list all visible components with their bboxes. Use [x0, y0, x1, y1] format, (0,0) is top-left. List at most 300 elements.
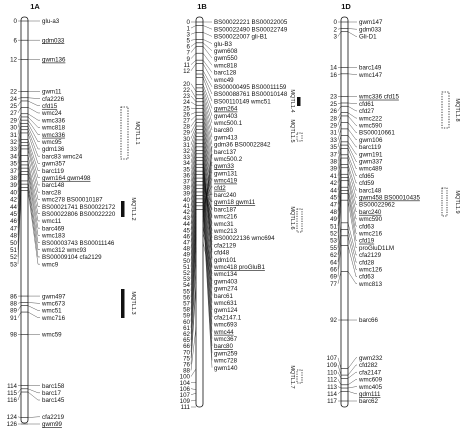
svg-text:MQTL1.9: MQTL1.9 [454, 190, 460, 214]
scale-cm-label: 41 [183, 202, 190, 210]
cm-connector [338, 135, 341, 147]
locus-cm-label: 114 [7, 382, 17, 390]
cm-connector [18, 114, 21, 120]
marker-label: gwm232 [359, 355, 383, 362]
cm-connector [18, 306, 21, 311]
cm-connector [338, 28, 341, 29]
scale-connector [191, 46, 196, 52]
marker-label: wmc312 wmc93 [42, 246, 87, 254]
marker-label: barc240 [214, 192, 237, 199]
scale-cm-label: 47 [183, 239, 190, 247]
marker-label: wmc95 [42, 138, 62, 146]
scale-cm-label: 65 [183, 337, 190, 345]
marker-label: wmc813 [359, 280, 383, 288]
marker-label: wmc336 [42, 117, 66, 125]
locus-cm-label: 39 [330, 165, 337, 173]
marker-label: cfd48 [214, 249, 230, 257]
marker-label: gwm136 [42, 56, 66, 64]
marker-label: gdm033 [359, 26, 382, 34]
locus-connector [348, 379, 357, 384]
cm-connector [338, 387, 341, 388]
svg-text:MQTL1.6: MQTL1.6 [289, 206, 295, 230]
locus-cm-label: 3 [333, 33, 337, 41]
locus-connector [28, 191, 40, 265]
marker-label: cfa2226 [42, 95, 65, 103]
locus-cm-label: 69 [330, 273, 337, 281]
scale-cm-label: 24 [183, 99, 190, 107]
scale-cm-label: 30 [183, 135, 190, 143]
locus-connector [28, 123, 40, 141]
locus-cm-label: 89 [10, 307, 17, 315]
marker-label: cfa2129 [214, 242, 237, 250]
scale-cm-label: 52 [183, 270, 190, 277]
svg-text:MQTL1.3: MQTL1.3 [130, 291, 136, 315]
locus-connector [28, 133, 40, 163]
marker-label: gwm140 [214, 364, 238, 372]
marker-label: barc187 [214, 206, 237, 214]
scale-connector [191, 369, 196, 377]
locus-cm-label: 0 [333, 19, 337, 27]
scale-cm-label: 42 [183, 209, 190, 216]
marker-label: gdm111 [359, 391, 381, 398]
qtl-mqtl1-5 [289, 119, 302, 142]
locus-cm-label: 26 [330, 108, 337, 116]
locus-cm-label: 32 [10, 138, 17, 146]
locus-cm-label: 52 [10, 254, 17, 262]
locus-connector [28, 107, 40, 113]
marker-label: cfa2219 [42, 414, 65, 421]
marker-label: cfd63 [359, 273, 375, 281]
scale-cm-label: 50 [183, 257, 190, 265]
marker-label: BS00003743 BS00011146 [42, 239, 115, 247]
scale-cm-label: 39 [183, 190, 190, 198]
svg-text:MQTL1.8: MQTL1.8 [454, 98, 460, 122]
locus-cm-label: 6 [13, 37, 17, 45]
marker-label: glu-B3 [214, 40, 232, 48]
marker-label: wmc216 [359, 230, 383, 238]
locus-connector [28, 392, 40, 400]
scale-connector [191, 102, 196, 105]
scale-cm-label: 59 [183, 312, 190, 320]
locus-cm-label: 39 [10, 182, 17, 190]
marker-label: wmc183 [42, 232, 66, 240]
chromosome-1d-bar [341, 17, 348, 407]
marker-label: BS00022490 BS00022749 [214, 26, 288, 34]
cm-connector [338, 379, 341, 384]
locus-cm-label: 38 [330, 158, 337, 166]
marker-label: gwm550 [214, 55, 238, 63]
locus-cm-label: 110 [327, 369, 337, 377]
locus-cm-label: 35 [10, 160, 17, 168]
scale-cm-label: 29 [183, 129, 190, 137]
locus-connector [28, 98, 40, 99]
marker-label: wmc49 [214, 76, 234, 84]
cm-connector [18, 302, 21, 303]
marker-label: gwm11 [42, 88, 62, 96]
svg-text:MQTL1.7: MQTL1.7 [289, 365, 295, 389]
scale-cm-label: 34 [183, 160, 190, 168]
scale-cm-label: 56 [183, 294, 190, 302]
scale-cm-label: 7 [186, 49, 190, 57]
locus-connector [28, 187, 40, 257]
scale-cm-label: 37 [183, 178, 190, 186]
locus-cm-label: 48 [330, 208, 337, 216]
locus-connector [348, 387, 357, 388]
locus-cm-label: 37 [330, 151, 337, 159]
scale-cm-label: 5 [186, 37, 190, 45]
scale-cm-label: 26 [183, 111, 190, 119]
locus-cm-label: 42 [330, 180, 337, 188]
scale-connector [191, 108, 196, 109]
marker-label: cfd27 [359, 108, 375, 116]
marker-label: wmc609 [359, 376, 383, 384]
scale-cm-label: 62 [183, 331, 190, 338]
marker-label: gwm147 [359, 19, 383, 27]
scale-connector [191, 389, 196, 390]
marker-label: gwm608 [214, 48, 238, 55]
scale-cm-label: 54 [183, 282, 190, 290]
scale-cm-label: 70 [183, 349, 190, 357]
qtl-mqtl1-2 [121, 197, 136, 220]
marker-label: barc148 [359, 187, 382, 195]
chromosome-1b-bar [196, 17, 203, 407]
locus-cm-label: 22 [10, 88, 17, 96]
marker-label: cfd59 [359, 180, 375, 188]
marker-label: BS00022007 gli-B1 [214, 33, 268, 41]
locus-connector [203, 25, 212, 29]
cm-connector [338, 74, 341, 75]
marker-label: wmc31 [214, 220, 234, 228]
scale-cm-label: 35 [183, 166, 190, 174]
locus-cm-label: 29 [10, 117, 17, 125]
marker-label: wmc222 [359, 115, 383, 123]
scale-connector [191, 400, 196, 401]
scale-cm-label: 20 [183, 80, 190, 88]
locus-cm-label: 33 [330, 136, 337, 144]
locus-cm-label: 40 [10, 189, 17, 197]
scale-cm-label: 32 [183, 148, 190, 155]
marker-label: barc148 [42, 182, 65, 190]
marker-label: gwm264 [214, 105, 238, 113]
scale-cm-label: 40 [183, 196, 190, 204]
locus-connector [348, 103, 357, 104]
marker-label: barc137 [214, 148, 237, 156]
marker-label: barc119 [359, 144, 381, 152]
marker-label: wmc216 [214, 213, 238, 221]
marker-label: gwm131 [214, 170, 238, 178]
scale-connector [191, 25, 196, 28]
scale-connector [191, 43, 196, 47]
locus-cm-label: 42 [10, 196, 17, 204]
marker-label: barc61 [214, 292, 233, 300]
marker-label: gwm274 [214, 285, 238, 293]
marker-label: gdm136 [42, 146, 65, 154]
locus-connector [28, 101, 40, 106]
marker-label: wmc405 [359, 383, 383, 391]
marker-label: BS00022136 wmc694 [214, 235, 275, 243]
marker-label: wmc336 cfd15 [359, 93, 399, 101]
scale-connector [191, 32, 196, 34]
cm-connector [18, 389, 21, 393]
locus-connector [203, 32, 212, 36]
locus-connector [348, 181, 357, 219]
marker-label: wmc716 [42, 314, 66, 322]
chromosome-1a-title: 1A [30, 2, 40, 11]
scale-cm-label: 104 [179, 379, 190, 387]
scale-cm-label: 27 [183, 117, 190, 125]
marker-label: wmc631 [214, 300, 238, 307]
scale-cm-label: 25 [183, 105, 190, 113]
locus-cm-label: 114 [327, 391, 337, 398]
scale-connector [191, 116, 196, 121]
scale-cm-label: 33 [183, 154, 190, 162]
locus-connector [348, 165, 357, 191]
scale-cm-label: 28 [183, 123, 190, 131]
marker-label: gwm337 [359, 158, 383, 166]
locus-cm-label: 117 [327, 398, 337, 406]
marker-label: gdm101 [214, 256, 237, 264]
locus-cm-label: 50 [10, 239, 17, 247]
marker-label: proGluD1LM [359, 244, 395, 252]
marker-label: BS00000495 BS00011159 [214, 84, 287, 91]
locus-cm-label: 51 [10, 246, 17, 254]
marker-label: barc80 [214, 127, 233, 135]
marker-label: cfd282 [359, 362, 378, 370]
locus-connector [348, 106, 357, 111]
locus-connector [348, 32, 357, 37]
marker-label: wmc147 [359, 71, 383, 79]
marker-label: wmc126 [359, 266, 383, 274]
marker-label: wmc818 [42, 124, 66, 132]
locus-connector [28, 143, 40, 178]
scale-cm-label: 109 [179, 398, 190, 406]
marker-label: gwm124 [214, 307, 238, 315]
locus-cm-label: 28 [330, 115, 337, 123]
marker-label: gwm164 gwm498 [42, 174, 91, 182]
locus-connector [203, 102, 212, 145]
chromosome-1b-cm-scale [180, 19, 196, 411]
cm-connector [338, 391, 341, 394]
marker-label: barc62 [359, 398, 378, 406]
locus-cm-label: 47 [10, 225, 17, 233]
locus-connector [203, 53, 212, 65]
marker-label: BS00010661 [359, 129, 395, 137]
scale-cm-label: 49 [183, 251, 190, 259]
svg-text:MQTL1.1: MQTL1.1 [134, 121, 140, 145]
locus-connector [348, 358, 357, 369]
locus-cm-label: 45 [330, 194, 337, 202]
locus-connector [28, 389, 40, 393]
locus-cm-label: 44 [10, 203, 17, 211]
scale-cm-label: 57 [183, 300, 190, 308]
marker-label: gdm36 BS00022842 [214, 141, 271, 149]
marker-label: wmc693 [214, 321, 238, 329]
marker-label: barc28 [42, 189, 61, 197]
marker-label: wmc673 [42, 300, 66, 308]
locus-cm-label: 34 [10, 153, 17, 161]
locus-connector [348, 271, 357, 283]
locus-cm-label: 23 [330, 93, 337, 101]
marker-label: barc149 [359, 64, 382, 72]
marker-label: barc158 [42, 382, 65, 390]
locus-cm-label: 86 [10, 293, 17, 301]
cm-connector [18, 417, 21, 418]
scale-connector [191, 112, 196, 114]
marker-label: wmc818 [214, 62, 238, 70]
locus-cm-label: 107 [326, 355, 337, 362]
marker-label: cfd63 [359, 223, 375, 231]
chromosome-1b-loci [196, 19, 288, 372]
marker-label: wmc59 [42, 331, 62, 339]
qtl-mqtl1-9 [442, 188, 460, 216]
scale-connector [191, 60, 196, 65]
marker-label: gwm403 [214, 278, 238, 286]
svg-text:MQTL1.4: MQTL1.4 [289, 89, 295, 113]
scale-cm-label: 44 [183, 221, 190, 229]
marker-label: gwm259 [214, 350, 238, 358]
locus-connector [348, 391, 357, 394]
marker-label: gwm99 [42, 421, 62, 428]
marker-label: cfd65 [359, 172, 375, 180]
locus-connector [28, 306, 40, 311]
locus-cm-label: 0 [13, 18, 17, 26]
chromosome-1b-title: 1B [197, 2, 207, 11]
locus-connector [28, 114, 40, 120]
cm-connector [338, 103, 341, 104]
scale-cm-label: 22 [183, 87, 190, 94]
marker-label: cfa2129 [359, 252, 382, 260]
scale-connector [191, 64, 196, 71]
marker-label: Gli-D1 [359, 33, 377, 41]
locus-cm-label: 25 [10, 102, 17, 110]
scale-cm-label: 61 [183, 324, 190, 332]
locus-cm-label: 77 [330, 280, 337, 288]
marker-label: cfd19 [359, 237, 375, 245]
locus-cm-label: 30 [10, 124, 17, 132]
marker-label: glu-a3 [42, 18, 60, 26]
locus-connector [348, 145, 357, 161]
locus-cm-label: 66 [330, 266, 337, 274]
locus-connector [28, 139, 40, 170]
marker-label: gwm106 [359, 136, 383, 144]
marker-label: barc83 wmc24 [42, 153, 83, 161]
scale-cm-label: 11 [183, 61, 190, 69]
marker-label: wmc9 [42, 261, 59, 269]
scale-cm-label: 46 [183, 233, 190, 241]
marker-label: cfa2147.1 [214, 314, 242, 322]
locus-cm-label: 35 [330, 144, 337, 152]
scale-connector [191, 84, 196, 92]
locus-cm-label: 31 [10, 131, 17, 139]
scale-cm-label: 53 [183, 276, 190, 284]
qtl-mqtl1-8 [442, 92, 460, 128]
marker-label: wmc336 [42, 131, 66, 139]
qtl-mqtl1-7 [289, 365, 302, 388]
marker-label: barc145 [42, 397, 65, 405]
locus-cm-label: 113 [327, 383, 337, 391]
locus-cm-label: 109 [326, 362, 337, 370]
scale-cm-label: 106 [179, 385, 190, 393]
locus-connector [28, 417, 40, 418]
svg-text:MQTL1.2: MQTL1.2 [130, 197, 136, 221]
locus-cm-label: 88 [10, 300, 17, 308]
scale-cm-label: 38 [183, 184, 190, 192]
marker-label: gdm033 [42, 37, 65, 45]
marker-label: gwm413 [214, 134, 238, 142]
qtl-mqtl1-4 [289, 89, 301, 112]
scale-cm-label: 76 [183, 361, 190, 369]
marker-label: wmc44 [214, 328, 234, 336]
locus-cm-label: 45 [10, 210, 17, 218]
locus-cm-label: 16 [330, 71, 337, 79]
locus-cm-label: 48 [10, 232, 17, 240]
marker-label: wmc418 proGluB1 [214, 264, 265, 271]
locus-cm-label: 126 [6, 421, 17, 428]
locus-cm-label: 49 [330, 216, 337, 224]
qtl-mqtl1-6 [289, 206, 302, 232]
cm-connector [18, 98, 21, 99]
marker-label: cfd15 [42, 102, 58, 110]
scale-connector [191, 119, 196, 126]
marker-label: wmc367 [214, 336, 238, 343]
locus-cm-label: 53 [330, 237, 337, 245]
locus-connector [348, 135, 357, 147]
scale-cm-label: 66 [183, 343, 190, 351]
qtl-mqtl1-1 [121, 107, 140, 159]
scale-cm-label: 36 [183, 172, 190, 180]
marker-label: wmc213 [214, 228, 238, 235]
marker-label: BS00110149 wmc51 [214, 98, 271, 106]
locus-connector [28, 117, 40, 127]
marker-label: wmc278 BS00010187 [42, 196, 103, 204]
scale-connector [191, 39, 196, 40]
marker-label: BS00022806 BS00022220 [42, 210, 116, 218]
locus-connector [203, 39, 212, 43]
chromosome-1d-title: 1D [341, 2, 351, 11]
locus-cm-label: 41 [330, 172, 337, 180]
marker-label: wmc500.2 [214, 156, 243, 163]
locus-connector [203, 77, 212, 101]
scale-cm-label: 88 [183, 367, 190, 375]
scale-cm-label: 1 [186, 25, 190, 33]
scale-cm-label: 12 [183, 68, 190, 75]
locus-cm-label: 55 [330, 244, 337, 252]
marker-label: barc128 [214, 69, 237, 77]
marker-label: gwm403 [214, 112, 238, 120]
scale-cm-label: 45 [183, 227, 190, 235]
cm-connector [18, 101, 21, 106]
locus-cm-label: 51 [330, 223, 337, 231]
locus-cm-label: 12 [10, 56, 17, 64]
scale-cm-label: 43 [183, 215, 190, 223]
marker-label: gwm497 [42, 293, 66, 301]
marker-label: BS00088761 BS00010148 [214, 91, 288, 99]
locus-cm-label: 37 [10, 167, 17, 175]
locus-cm-label: 33 [10, 146, 17, 154]
locus-cm-label: 52 [330, 230, 337, 238]
marker-label: wmc11 [42, 218, 62, 226]
marker-label: gwm33 [214, 163, 234, 171]
marker-label: cfd61 [359, 100, 375, 108]
marker-label: BS00022962 [359, 201, 395, 209]
scale-cm-label: 100 [179, 373, 190, 381]
scale-cm-label: 9 [186, 55, 190, 63]
marker-label: BS00009104 cfa2129 [42, 254, 102, 262]
scale-cm-label: 31 [183, 141, 190, 149]
locus-cm-label: 53 [10, 261, 17, 269]
scale-cm-label: 111 [180, 404, 190, 412]
locus-cm-label: 46 [10, 218, 17, 226]
